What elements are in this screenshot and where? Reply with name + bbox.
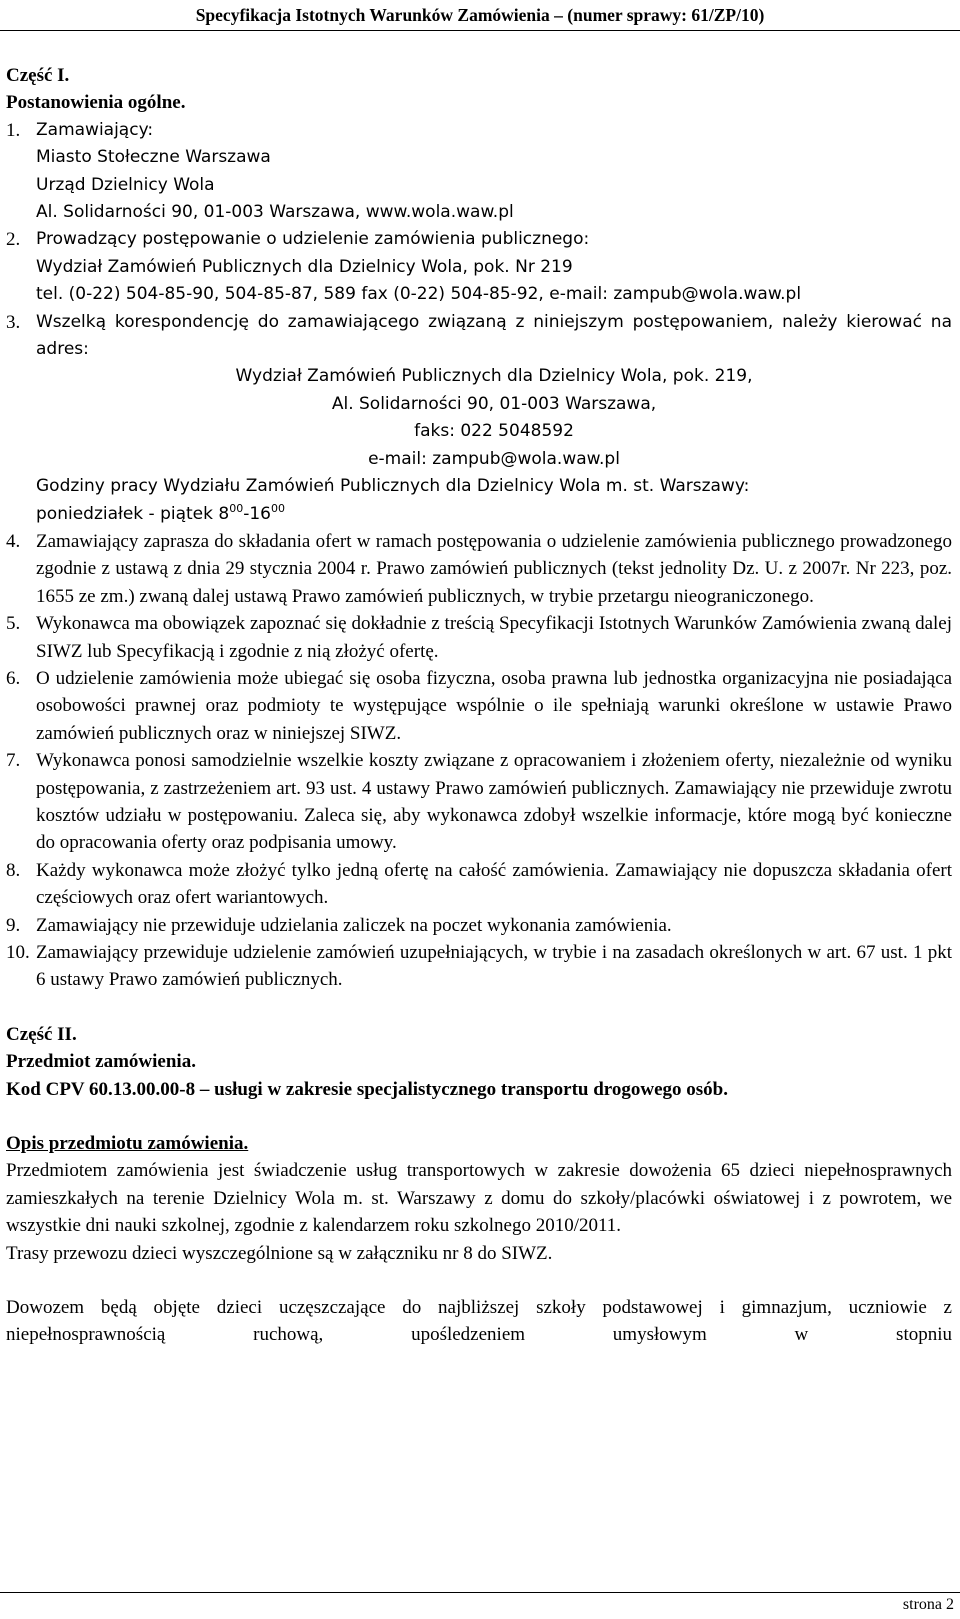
part2-subheading: Przedmiot zamówienia. (6, 1051, 196, 1073)
hours-days: poniedziałek - piątek 8 (36, 503, 230, 524)
office-hours-text: Godziny pracy Wydziału Zamówień Publicznych dla Dzielnicy Wola m. st. Warszawy: (36, 476, 750, 497)
list-number: 8. (6, 859, 21, 881)
footer-rule (0, 1592, 960, 1593)
list-number: 2. (6, 229, 21, 251)
description-paragraph-3: Dowozem będą objęte dzieci uczęszczające do najbliższej szkoły podstawowej i gimnazjum, uczniowie z niepełnosprawnością ruchową, upośledzeniem umysłowym w stopniu (6, 1297, 952, 1346)
list-item-10 (6, 939, 952, 994)
list-line: Wydział Zamówień Publicznych dla Dzielnicy Wola, pok. Nr 219 (36, 256, 573, 277)
part1-subheading: Postanowienia ogólne. (6, 92, 186, 114)
list-item-7 (6, 747, 952, 857)
list-text: O udzielenie zamówienia może ubiegać się osoba fizyczna, osoba prawna lub jednostka organizacyjna nie posiadająca osobowości prawnej oraz podmioty te występujące wspólnie o ile spełniają warunki określone w ustawie Prawo zamówień publicznych oraz w niniejszej SIWZ. (36, 667, 952, 744)
list-line: Prowadzący postępowanie o udzielenie zamówienia publicznego: (36, 229, 590, 250)
address-line: faks: 022 5048592 (414, 421, 574, 442)
hours-sup: 00 (270, 501, 285, 515)
document-header: Specyfikacja Istotnych Warunków Zamówienia – (numer sprawy: 61/ZP/10) (195, 5, 765, 25)
cpv-code: Kod CPV 60.13.00.00-8 – usługi w zakresie specjalistycznego transportu drogowego osób. (6, 1078, 728, 1100)
list-line: Al. Solidarności 90, 01-003 Warszawa, www.wola.waw.pl (36, 202, 514, 223)
list-item-8 (6, 857, 952, 912)
list-line: tel. (0-22) 504-85-90, 504-85-87, 589 fax (0-22) 504-85-92, e-mail: zampub@wola.waw.pl (36, 284, 802, 305)
list-text: Wykonawca ponosi samodzielnie wszelkie koszty związane z opracowaniem i złożeniem oferty, niezależnie od wyniku postępowania, z zastrzeżeniem art. 93 ust. 4 ustawy Prawo zamówień publicznych. Zamawiający nie przewiduje zwrotu kosztów udziału w postępowaniu. Zaleca się, aby wykonawca zdobył wszelkie informacje, które mogą być konieczne do opracowania oferty oraz podpisania umowy. (36, 750, 952, 854)
list-text: Zamawiający zaprasza do składania ofert w ramach postępowania o udzielenie zamówienia publicznego prowadzonego zgodnie z ustawą z dnia 29 stycznia 2004 r. Prawo zamówień publicznych (tekst jednolity Dz. U. z 2007r. Nr 223, poz. 1655 ze zm.) zwaną dalej ustawą Prawo zamówień publicznych, w trybie przetargu nieograniczonego. (36, 530, 952, 607)
list-number: 5. (6, 613, 21, 635)
list-number: 4. (6, 530, 21, 552)
address-line: Wydział Zamówień Publicznych dla Dzielnicy Wola, pok. 219, (235, 366, 753, 387)
list-number: 7. (6, 750, 21, 772)
list-text: Wykonawca ma obowiązek zapoznać się dokładnie z treścią Specyfikacji Istotnych Warunków Zamówienia zwaną dalej SIWZ lub Specyfikacją i zgodnie z nią złożyć ofertę. (36, 613, 952, 662)
address-line: Al. Solidarności 90, 01-003 Warszawa, (331, 393, 657, 414)
description-heading: Opis przedmiotu zamówienia. (6, 1133, 249, 1155)
list-number: 3. (6, 311, 21, 333)
header-rule (0, 30, 960, 31)
list-line: Urząd Dzielnicy Wola (36, 174, 215, 195)
list-text: Zamawiający nie przewiduje udzielania zaliczek na poczet wykonania zamówienia. (36, 914, 672, 936)
description-paragraph-1: Przedmiotem zamówienia jest świadczenie usług transportowych w zakresie dowożenia 65 dzieci niepełnosprawnych zamieszkałych na terenie Dzielnicy Wola m. st. Warszawy z domu do szkoły/placówki oświatowej i z powrotem, we wszystkie dni nauki szkolnej, zgodnie z kalendarzem roku szkolnego 2010/2011. (6, 1160, 952, 1237)
list-item-1 (6, 117, 952, 227)
list-text: Zamawiający przewiduje udzielenie zamówień uzupełniających, w trybie i na zasadach określonych w art. 67 ust. 1 pkt 6 ustawy Prawo zamówień publicznych. (36, 942, 952, 991)
list-item-6 (6, 665, 952, 747)
address-line: e-mail: zampub@wola.waw.pl (368, 448, 620, 469)
list-number: 10. (6, 942, 30, 963)
list-line: Miasto Stołeczne Warszawa (36, 147, 271, 168)
page-number: strona 2 (902, 1596, 954, 1613)
part1-heading: Część I. (6, 65, 70, 86)
office-hours-days (36, 501, 952, 528)
list-number: 1. (6, 119, 21, 141)
list-text: Wszelką korespondencję do zamawiającego związaną z niniejszym postępowaniem, należy kierować na adres: (36, 311, 952, 360)
list-item-2 (6, 226, 952, 308)
list-item-5 (6, 610, 952, 665)
list-number: 9. (6, 914, 21, 936)
description-paragraph-2: Trasy przewozu dzieci wyszczególnione są w załączniku nr 8 do SIWZ. (6, 1242, 553, 1264)
list-item-3 (6, 309, 952, 528)
list-item-9 (6, 912, 952, 939)
list-line: Zamawiający: (36, 119, 154, 140)
part2-heading: Część II. (6, 1023, 77, 1045)
hours-mid: -16 (243, 503, 271, 524)
document-body (6, 62, 952, 1349)
list-number: 6. (6, 667, 21, 689)
hours-sup: 00 (229, 501, 244, 515)
list-text: Każdy wykonawca może złożyć tylko jedną ofertę na całość zamówienia. Zamawiający nie dopuszcza składania ofert częściowych oraz ofert wariantowych. (36, 859, 952, 909)
list-item-4 (6, 528, 952, 610)
